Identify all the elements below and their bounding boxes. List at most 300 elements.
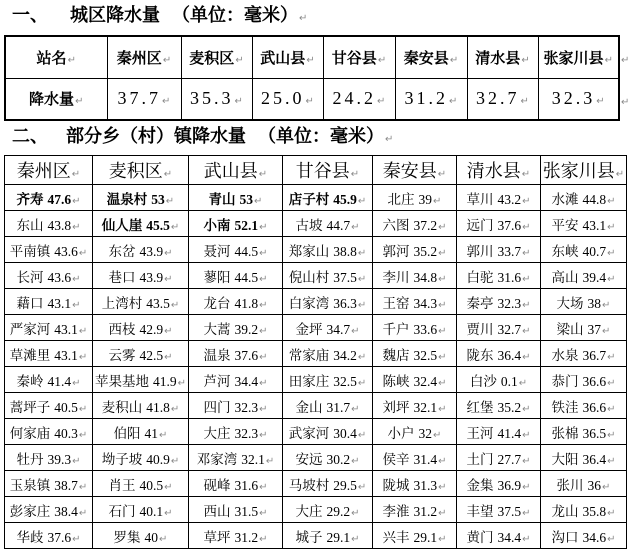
town-name: 伯阳 bbox=[113, 425, 141, 442]
town-name: 高山 bbox=[551, 269, 579, 286]
town-rainfall-value: 41.4 bbox=[47, 373, 72, 389]
town-rainfall-value: 36 bbox=[587, 477, 602, 493]
town-rainfall-cell bbox=[93, 419, 189, 445]
section-heading-urban-rainfall bbox=[12, 5, 307, 27]
station-header-cell bbox=[538, 36, 619, 78]
town-rainfall-value: 43.1 bbox=[582, 217, 607, 233]
town-rainfall-cell bbox=[189, 445, 283, 471]
town-rainfall-value: 36.7 bbox=[582, 347, 607, 363]
town-rainfall-cell bbox=[283, 523, 373, 549]
town-name: 大场 bbox=[556, 295, 584, 312]
station-name: 秦州区 bbox=[116, 48, 162, 67]
town-rainfall-value: 31.4 bbox=[413, 451, 438, 467]
town-rainfall-value: 37.6 bbox=[47, 529, 72, 545]
town-name: 城子 bbox=[295, 529, 323, 546]
town-rainfall-cell bbox=[93, 263, 189, 289]
town-rainfall-cell bbox=[189, 419, 283, 445]
town-rainfall-value: 27.7 bbox=[497, 451, 522, 467]
town-name: 罗集 bbox=[113, 529, 141, 546]
town-name: 草川 bbox=[466, 191, 494, 208]
town-rainfall-cell bbox=[5, 237, 93, 263]
town-rainfall-cell bbox=[283, 237, 373, 263]
town-name: 丰望 bbox=[466, 503, 494, 520]
town-name: 草坪 bbox=[203, 529, 231, 546]
town-rainfall-value: 37.6 bbox=[234, 347, 259, 363]
town-rainfall-cell bbox=[457, 237, 541, 263]
town-rainfall-cell bbox=[373, 471, 457, 497]
station-name: 麦积区 bbox=[189, 48, 235, 67]
town-rainfall-value: 36.6 bbox=[582, 399, 607, 415]
town-rainfall-value: 34.3 bbox=[413, 295, 438, 311]
town-rainfall-value: 40.5 bbox=[139, 477, 164, 493]
rainfall-value: 35.3 bbox=[190, 88, 234, 109]
station-header-row bbox=[5, 36, 619, 78]
town-name: 张棉 bbox=[551, 425, 579, 442]
town-rainfall-cell bbox=[373, 341, 457, 367]
station-name: 清水县 bbox=[475, 48, 521, 67]
town-rainfall-cell bbox=[5, 445, 93, 471]
station-header-cell bbox=[252, 36, 323, 78]
town-name: 陇东 bbox=[466, 347, 494, 364]
county-name: 甘谷县 bbox=[295, 161, 350, 182]
town-rainfall-value: 41 bbox=[144, 425, 159, 441]
town-rainfall-cell bbox=[283, 471, 373, 497]
town-rainfall-cell bbox=[373, 289, 457, 315]
town-rainfall-cell bbox=[457, 315, 541, 341]
town-rainfall-value: 43.8 bbox=[47, 217, 72, 233]
county-header-cell bbox=[541, 156, 627, 185]
town-rainfall-value: 31.3 bbox=[413, 477, 438, 493]
town-name: 远门 bbox=[466, 217, 494, 234]
town-name: 东山 bbox=[16, 217, 44, 234]
town-name: 石门 bbox=[108, 503, 136, 520]
town-name: 小户 bbox=[387, 425, 415, 442]
table-row bbox=[5, 367, 627, 393]
rainfall-row bbox=[5, 78, 619, 120]
rainfall-value: 31.2 bbox=[404, 88, 449, 109]
town-rainfall-cell bbox=[541, 263, 627, 289]
rainfall-value: 32.3 bbox=[551, 88, 596, 109]
town-name: 王窑 bbox=[382, 295, 410, 312]
town-name: 华歧 bbox=[16, 529, 44, 546]
county-header-cell bbox=[93, 156, 189, 185]
town-rainfall-cell bbox=[5, 211, 93, 237]
town-rainfall-cell bbox=[457, 393, 541, 419]
county-name: 秦安县 bbox=[382, 161, 437, 182]
town-rainfall-body bbox=[5, 185, 627, 549]
town-rainfall-cell bbox=[457, 419, 541, 445]
town-name: 上湾村 bbox=[101, 295, 143, 312]
town-rainfall-cell bbox=[457, 341, 541, 367]
town-rainfall-cell bbox=[93, 471, 189, 497]
town-name: 麦积山 bbox=[101, 399, 143, 416]
rainfall-value-cell bbox=[252, 78, 323, 120]
town-rainfall-cell bbox=[93, 289, 189, 315]
town-rainfall-cell bbox=[93, 497, 189, 523]
rainfall-value-cell bbox=[181, 78, 252, 120]
town-rainfall-cell bbox=[541, 185, 627, 211]
town-rainfall-cell bbox=[283, 185, 373, 211]
table-row bbox=[5, 393, 627, 419]
station-name: 秦安县 bbox=[403, 48, 449, 67]
town-name: 王河 bbox=[466, 425, 494, 442]
town-rainfall-value: 36.6 bbox=[582, 373, 607, 389]
town-rainfall-value: 43.1 bbox=[54, 321, 78, 337]
town-rainfall-cell bbox=[457, 211, 541, 237]
town-rainfall-cell bbox=[189, 211, 283, 237]
town-name: 白家湾 bbox=[288, 295, 330, 312]
town-name: 草滩里 bbox=[9, 347, 51, 364]
town-rainfall-value: 32.3 bbox=[234, 425, 259, 441]
county-header-cell bbox=[373, 156, 457, 185]
town-rainfall-cell bbox=[457, 523, 541, 549]
town-rainfall-value: 37.6 bbox=[497, 217, 522, 233]
town-rainfall-cell bbox=[457, 185, 541, 211]
town-name: 水泉 bbox=[551, 347, 579, 364]
town-rainfall-cell bbox=[5, 185, 93, 211]
station-header-cell bbox=[323, 36, 395, 78]
town-name: 何家庙 bbox=[9, 425, 51, 442]
station-header-cell bbox=[467, 36, 538, 78]
town-rainfall-cell bbox=[93, 185, 189, 211]
town-name: 西山 bbox=[203, 503, 231, 520]
town-rainfall-value: 52.1 bbox=[234, 217, 259, 233]
town-rainfall-cell bbox=[189, 185, 283, 211]
town-name: 白驼 bbox=[466, 269, 494, 286]
town-rainfall-cell bbox=[283, 445, 373, 471]
town-rainfall-cell bbox=[373, 211, 457, 237]
town-rainfall-value: 39.3 bbox=[47, 451, 72, 467]
town-name: 金山 bbox=[295, 399, 323, 416]
town-rainfall-value: 43.2 bbox=[497, 191, 522, 207]
town-rainfall-value: 53 bbox=[151, 191, 165, 207]
table-row bbox=[5, 237, 627, 263]
town-rainfall-value: 45.9 bbox=[333, 191, 357, 207]
town-rainfall-value: 37 bbox=[587, 321, 602, 337]
town-rainfall-value: 43.6 bbox=[54, 243, 78, 259]
rainfall-label-cell bbox=[5, 78, 107, 120]
town-rainfall-cell bbox=[93, 523, 189, 549]
town-rainfall-value: 41.8 bbox=[234, 295, 259, 311]
station-name: 张家川县 bbox=[543, 48, 604, 67]
town-name: 梁山 bbox=[556, 321, 584, 338]
town-rainfall-cell bbox=[541, 315, 627, 341]
town-name: 贾川 bbox=[466, 321, 494, 338]
town-rainfall-cell bbox=[457, 471, 541, 497]
town-rainfall-cell bbox=[189, 393, 283, 419]
town-rainfall-cell bbox=[189, 263, 283, 289]
county-header-cell bbox=[457, 156, 541, 185]
town-rainfall-cell bbox=[373, 185, 457, 211]
rainfall-value-cell bbox=[107, 78, 181, 120]
town-rainfall-cell bbox=[189, 523, 283, 549]
town-rainfall-value: 38 bbox=[587, 295, 602, 311]
town-rainfall-cell bbox=[457, 497, 541, 523]
town-rainfall-cell bbox=[373, 523, 457, 549]
rainfall-value-cell bbox=[395, 78, 467, 120]
town-rainfall-value: 37.5 bbox=[497, 503, 522, 519]
town-rainfall-cell bbox=[283, 315, 373, 341]
town-name: 云雾 bbox=[108, 347, 136, 364]
table-row bbox=[5, 263, 627, 289]
town-rainfall-cell bbox=[283, 497, 373, 523]
town-rainfall-cell bbox=[541, 367, 627, 393]
town-name: 白沙 bbox=[469, 373, 497, 390]
section-title: 部分乡（村）镇降水量 bbox=[66, 126, 246, 147]
town-name: 巷口 bbox=[108, 269, 136, 286]
town-rainfall-cell bbox=[283, 263, 373, 289]
town-rainfall-cell bbox=[189, 341, 283, 367]
town-rainfall-value: 32.5 bbox=[413, 347, 438, 363]
town-rainfall-cell bbox=[373, 315, 457, 341]
town-rainfall-cell bbox=[5, 393, 93, 419]
town-rainfall-value: 34.4 bbox=[234, 373, 259, 389]
town-name: 古坡 bbox=[295, 217, 323, 234]
town-name: 金集 bbox=[466, 477, 494, 494]
town-rainfall-cell bbox=[541, 341, 627, 367]
town-rainfall-value: 38.4 bbox=[54, 503, 78, 519]
town-rainfall-value: 37.5 bbox=[333, 269, 357, 285]
town-name: 安远 bbox=[295, 451, 323, 468]
town-name: 秦岭 bbox=[16, 373, 44, 390]
town-rainfall-value: 32.7 bbox=[497, 321, 522, 337]
town-rainfall-cell bbox=[283, 419, 373, 445]
town-name: 刘坪 bbox=[382, 399, 410, 416]
town-name: 铁洼 bbox=[551, 399, 579, 416]
town-name: 恭门 bbox=[551, 373, 579, 390]
table-row bbox=[5, 497, 627, 523]
table-row bbox=[5, 445, 627, 471]
town-rainfall-cell bbox=[373, 419, 457, 445]
town-name: 土门 bbox=[466, 451, 494, 468]
town-name: 倪山村 bbox=[288, 269, 330, 286]
town-name: 小南 bbox=[203, 217, 231, 234]
rainfall-value-cell bbox=[538, 78, 619, 120]
paragraph-mark bbox=[620, 93, 629, 107]
town-name: 苹果基地 bbox=[94, 373, 149, 390]
town-rainfall-value: 32.1 bbox=[241, 451, 265, 467]
town-name: 郭河 bbox=[382, 243, 410, 260]
town-name: 侯辛 bbox=[382, 451, 410, 468]
town-rainfall-value: 32.3 bbox=[234, 399, 259, 415]
town-rainfall-value: 31.5 bbox=[234, 503, 259, 519]
town-name: 蒿坪子 bbox=[9, 399, 51, 416]
town-rainfall-value: 40.5 bbox=[54, 399, 78, 415]
town-rainfall-cell bbox=[541, 211, 627, 237]
town-rainfall-cell bbox=[541, 471, 627, 497]
table-row bbox=[5, 185, 627, 211]
town-name: 龙台 bbox=[203, 295, 231, 312]
town-rainfall-cell bbox=[93, 237, 189, 263]
town-name: 严家河 bbox=[9, 321, 51, 338]
town-name: 聂河 bbox=[203, 243, 231, 260]
station-name: 武山县 bbox=[260, 48, 306, 67]
town-name: 邓家湾 bbox=[196, 451, 238, 468]
town-rainfall-value: 32.4 bbox=[413, 373, 438, 389]
town-rainfall-value: 43.1 bbox=[47, 295, 72, 311]
town-rainfall-value: 43.9 bbox=[139, 269, 164, 285]
town-name: 大阳 bbox=[551, 451, 579, 468]
town-rainfall-value: 35.2 bbox=[413, 243, 438, 259]
town-rainfall-value: 44.5 bbox=[234, 243, 259, 259]
town-rainfall-cell bbox=[373, 445, 457, 471]
county-name: 武山县 bbox=[203, 161, 258, 182]
town-rainfall-value: 36.5 bbox=[582, 425, 607, 441]
unit-label: （单位：毫米） bbox=[258, 126, 384, 147]
town-name: 藉口 bbox=[16, 295, 44, 312]
town-name: 秦亭 bbox=[466, 295, 494, 312]
town-name: 大庄 bbox=[295, 503, 323, 520]
section-number: 一、 bbox=[12, 5, 48, 26]
town-rainfall-value: 41.4 bbox=[497, 425, 522, 441]
town-name: 马坡村 bbox=[288, 477, 330, 494]
town-rainfall-cell bbox=[189, 289, 283, 315]
table-row bbox=[5, 211, 627, 237]
town-name: 四门 bbox=[203, 399, 231, 416]
town-rainfall-cell bbox=[373, 367, 457, 393]
town-rainfall-value: 44.5 bbox=[234, 269, 259, 285]
town-name: 温泉村 bbox=[106, 191, 148, 208]
town-name: 平南镇 bbox=[9, 243, 51, 260]
town-rainfall-cell bbox=[5, 523, 93, 549]
town-rainfall-value: 31.7 bbox=[326, 399, 351, 415]
town-rainfall-cell bbox=[93, 445, 189, 471]
town-rainfall-cell bbox=[283, 393, 373, 419]
town-rainfall-value: 36.4 bbox=[497, 347, 522, 363]
urban-rainfall-table bbox=[4, 35, 620, 121]
town-rainfall-value: 39 bbox=[418, 191, 433, 207]
section-title: 城区降水量 bbox=[70, 5, 160, 26]
town-rainfall-value: 33.6 bbox=[413, 321, 438, 337]
town-rainfall-value: 35.8 bbox=[582, 503, 607, 519]
town-name: 陈峡 bbox=[382, 373, 410, 390]
town-rainfall-value: 37.2 bbox=[413, 217, 438, 233]
town-rainfall-value: 31.2 bbox=[234, 529, 259, 545]
town-name: 平安 bbox=[551, 217, 579, 234]
town-rainfall-cell bbox=[373, 497, 457, 523]
town-rainfall-cell bbox=[5, 367, 93, 393]
town-rainfall-cell bbox=[93, 211, 189, 237]
town-name: 魏店 bbox=[382, 347, 410, 364]
town-rainfall-value: 34.4 bbox=[497, 529, 522, 545]
town-rainfall-cell bbox=[457, 367, 541, 393]
town-name: 店子村 bbox=[288, 191, 330, 208]
station-label-cell bbox=[5, 36, 107, 78]
town-rainfall-value: 44.8 bbox=[582, 191, 607, 207]
town-rainfall-value: 32.3 bbox=[497, 295, 522, 311]
town-rainfall-cell bbox=[283, 367, 373, 393]
town-rainfall-value: 32 bbox=[418, 425, 433, 441]
town-name: 温泉 bbox=[203, 347, 231, 364]
town-name: 东岔 bbox=[108, 243, 136, 260]
county-header-row bbox=[5, 156, 627, 185]
town-name: 兴丰 bbox=[382, 529, 410, 546]
town-rainfall-cell bbox=[93, 341, 189, 367]
town-rainfall-value: 0.1 bbox=[500, 373, 518, 389]
rainfall-value: 37.7 bbox=[117, 88, 162, 109]
town-name: 郭川 bbox=[466, 243, 494, 260]
town-rainfall-cell bbox=[541, 497, 627, 523]
town-name: 北庄 bbox=[387, 191, 415, 208]
town-name: 齐寿 bbox=[16, 191, 44, 208]
town-rainfall-cell bbox=[93, 393, 189, 419]
town-rainfall-value: 29.2 bbox=[326, 503, 351, 519]
town-rainfall-value: 40.7 bbox=[582, 243, 607, 259]
town-rainfall-value: 34.6 bbox=[582, 529, 607, 545]
town-name: 牡丹 bbox=[16, 451, 44, 468]
town-rainfall-cell bbox=[189, 471, 283, 497]
table-row bbox=[5, 523, 627, 549]
town-rainfall-value: 31.2 bbox=[413, 503, 438, 519]
town-name: 龙山 bbox=[551, 503, 579, 520]
town-rainfall-value: 34.8 bbox=[413, 269, 438, 285]
town-rainfall-cell bbox=[373, 393, 457, 419]
town-name: 李淮 bbox=[382, 503, 410, 520]
town-rainfall-cell bbox=[541, 237, 627, 263]
town-name: 常家庙 bbox=[288, 347, 330, 364]
town-name: 芦河 bbox=[203, 373, 231, 390]
rainfall-label: 降水量 bbox=[29, 90, 75, 109]
county-header-cell bbox=[5, 156, 93, 185]
county-header-cell bbox=[189, 156, 283, 185]
town-rainfall-cell bbox=[457, 263, 541, 289]
town-rainfall-cell bbox=[541, 393, 627, 419]
station-header-cell bbox=[181, 36, 252, 78]
town-rainfall-value: 41.8 bbox=[146, 399, 170, 415]
town-rainfall-value: 29.1 bbox=[413, 529, 438, 545]
town-rainfall-cell bbox=[5, 497, 93, 523]
town-rainfall-value: 29.5 bbox=[333, 477, 357, 493]
town-name: 彭家庄 bbox=[9, 503, 51, 520]
town-rainfall-value: 40.9 bbox=[146, 451, 170, 467]
town-name: 田家庄 bbox=[288, 373, 330, 390]
town-rainfall-value: 43.9 bbox=[139, 243, 164, 259]
town-name: 坳子坡 bbox=[101, 451, 143, 468]
town-rainfall-value: 33.7 bbox=[497, 243, 522, 259]
town-name: 水滩 bbox=[551, 191, 579, 208]
county-name: 张家川县 bbox=[542, 161, 615, 182]
town-rainfall-value: 40 bbox=[144, 529, 159, 545]
town-name: 青山 bbox=[208, 191, 236, 208]
town-rainfall-value: 32.1 bbox=[413, 399, 438, 415]
town-rainfall-cell bbox=[5, 289, 93, 315]
county-header-cell bbox=[283, 156, 373, 185]
town-rainfall-value: 36.4 bbox=[582, 451, 607, 467]
town-rainfall-cell bbox=[457, 445, 541, 471]
rainfall-value: 25.0 bbox=[261, 88, 305, 109]
town-name: 陇城 bbox=[382, 477, 410, 494]
town-rainfall-cell bbox=[93, 315, 189, 341]
town-name: 红堡 bbox=[466, 399, 494, 416]
town-rainfall-value: 41.9 bbox=[152, 373, 177, 389]
town-name: 仙人崖 bbox=[101, 217, 143, 234]
rainfall-value: 32.7 bbox=[476, 88, 520, 109]
table-row bbox=[5, 341, 627, 367]
town-rainfall-value: 39.4 bbox=[582, 269, 607, 285]
town-rainfall-value: 31.6 bbox=[497, 269, 522, 285]
town-rainfall-cell bbox=[283, 341, 373, 367]
town-rainfall-cell bbox=[5, 263, 93, 289]
table-row bbox=[5, 471, 627, 497]
town-name: 西枝 bbox=[108, 321, 136, 338]
town-rainfall-value: 38.7 bbox=[54, 477, 78, 493]
town-rainfall-cell bbox=[5, 471, 93, 497]
paragraph-mark bbox=[620, 51, 629, 65]
town-rainfall-value: 53 bbox=[239, 191, 254, 207]
town-rainfall-cell bbox=[283, 289, 373, 315]
town-rainfall-cell bbox=[457, 289, 541, 315]
town-name: 六图 bbox=[382, 217, 410, 234]
